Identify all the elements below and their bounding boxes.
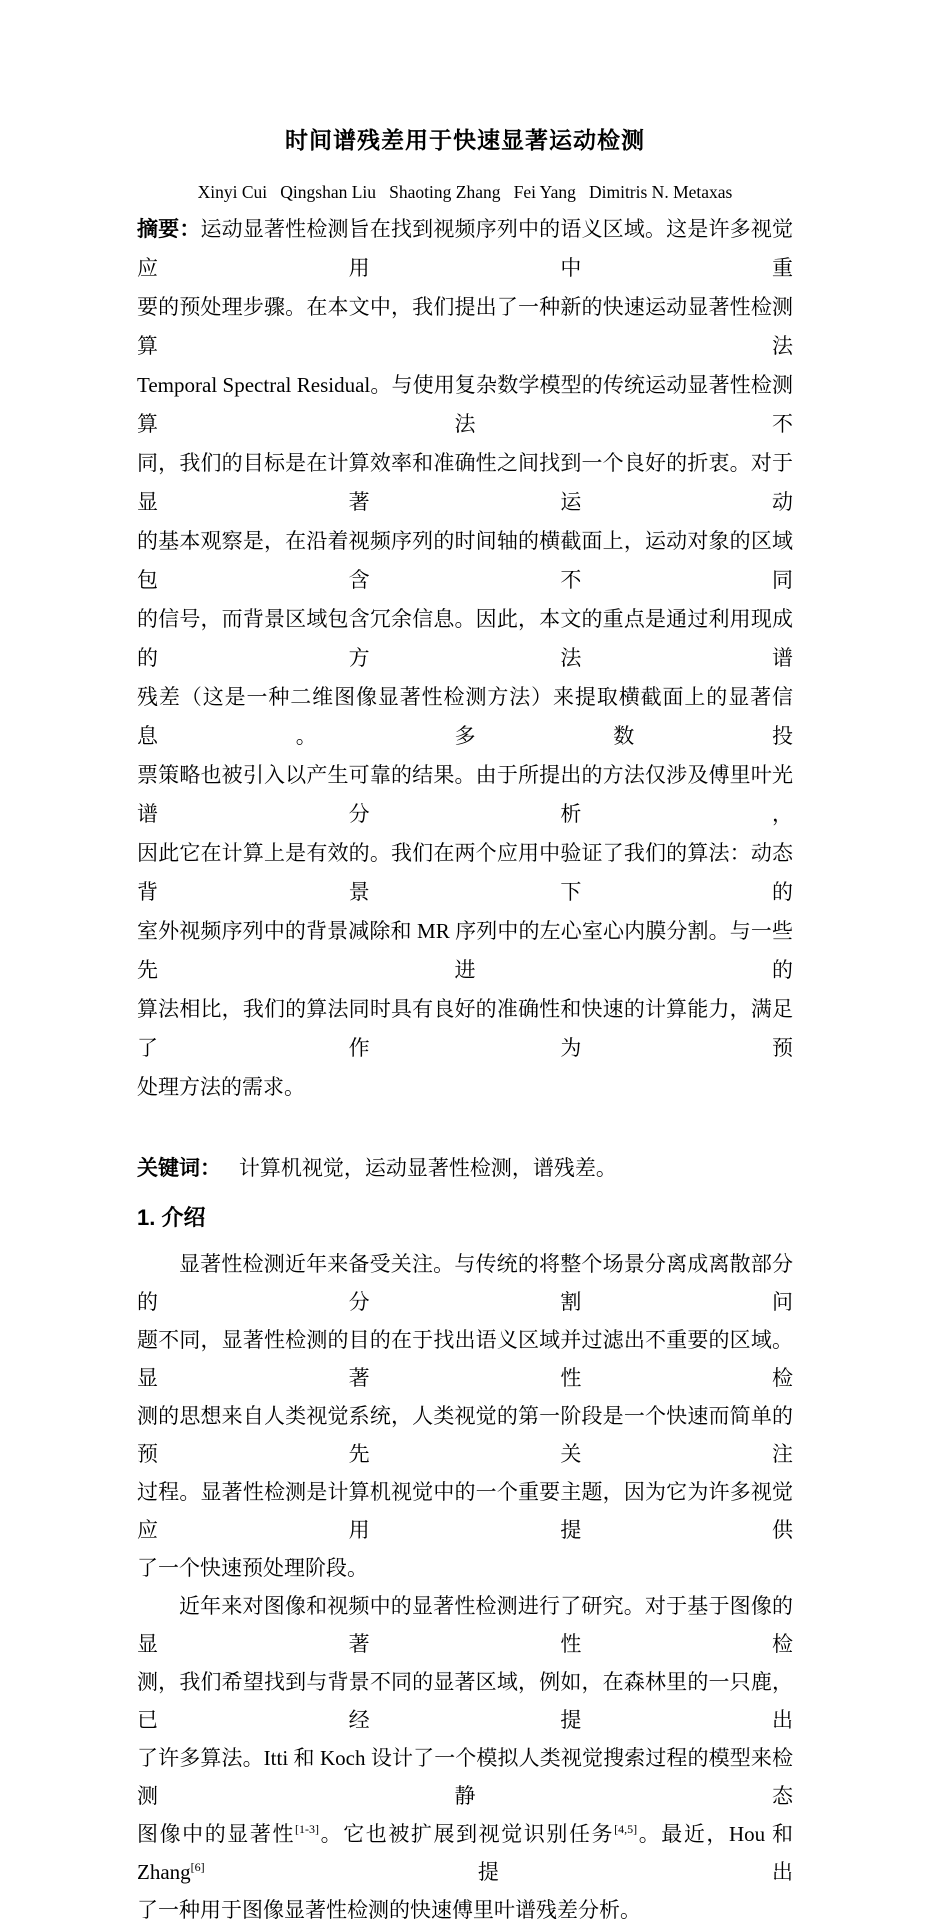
citation-marker: [1-3] bbox=[295, 1822, 320, 1836]
text-run: 了一种用于图像显著性检测的快速傅里叶谱残差分析。 bbox=[137, 1898, 641, 1922]
text-run: 近年来对图像和视频中的显著性检测进行了研究。对于基于图像的显著性检 bbox=[137, 1594, 793, 1656]
authors-line: Xinyi Cui Qingshan Liu Shaoting Zhang Fei Yang Dimitris N. Metaxas bbox=[197, 182, 733, 202]
text-line bbox=[137, 834, 793, 912]
text-run: 了一个快速预处理阶段。 bbox=[137, 1556, 368, 1580]
text-line bbox=[137, 444, 793, 522]
text-line bbox=[137, 678, 793, 756]
text-run: 了许多算法。Itti 和 Koch 设计了一个模拟人类视觉搜索过程的模型来检测静态 bbox=[137, 1746, 793, 1808]
text-run: 测，我们希望找到与背景不同的显著区域，例如，在森林里的一只鹿，已经提出 bbox=[137, 1670, 793, 1732]
text-run: 运动显著性检测旨在找到视频序列中的语义区域。这是许多视觉应用中重 bbox=[137, 217, 793, 280]
document-page bbox=[0, 125, 926, 1922]
text-run: 题不同，显著性检测的目的在于找出语义区域并过滤出不重要的区域。显著性检 bbox=[137, 1328, 793, 1390]
text-run: 要的预处理步骤。在本文中，我们提出了一种新的快速运动显著性检测算法 bbox=[137, 295, 793, 358]
intro-paragraph-2 bbox=[137, 1587, 793, 1929]
section-heading: 1. 介绍 bbox=[137, 1205, 206, 1230]
text-line bbox=[137, 366, 793, 444]
text-line bbox=[137, 1587, 793, 1663]
text-line bbox=[137, 1815, 793, 1891]
bold-run: 摘要： bbox=[137, 218, 201, 241]
citation-marker: [4,5] bbox=[614, 1822, 638, 1836]
text-line bbox=[137, 1549, 793, 1587]
text-run: 。它也被扩展到视觉识别任务 bbox=[319, 1822, 615, 1846]
text-run: 的信号，而背景区域包含冗余信息。因此，本文的重点是通过利用现成的方法谱 bbox=[137, 607, 793, 670]
text-line bbox=[137, 1739, 793, 1815]
text-run: 图像中的显著性 bbox=[137, 1822, 296, 1846]
text-line bbox=[137, 756, 793, 834]
text-line bbox=[137, 288, 793, 366]
text-line bbox=[137, 1663, 793, 1739]
text-run: 提出 bbox=[204, 1860, 793, 1884]
abstract-paragraph bbox=[137, 210, 793, 1107]
text-run: 处理方法的需求。 bbox=[137, 1075, 305, 1099]
keywords-text: 计算机视觉，运动显著性检测，谱残差。 bbox=[238, 1156, 617, 1180]
text-run: 室外视频序列中的背景减除和 MR 序列中的左心室心内膜分割。与一些先进的 bbox=[137, 919, 793, 982]
text-line bbox=[137, 210, 793, 288]
text-run: 算法相比，我们的算法同时具有良好的准确性和快速的计算能力，满足了作为预 bbox=[137, 997, 793, 1060]
text-run: 残差（这是一种二维图像显著性检测方法）来提取横截面上的显著信息。多数投 bbox=[137, 685, 793, 748]
text-line bbox=[137, 1397, 793, 1473]
intro-paragraph-1 bbox=[137, 1245, 793, 1587]
paper-title: 时间谱残差用于快速显著运动检测 bbox=[285, 127, 645, 153]
text-line bbox=[137, 1891, 793, 1929]
text-run: 测的思想来自人类视觉系统，人类视觉的第一阶段是一个快速而简单的预先关注 bbox=[137, 1404, 793, 1466]
text-run: 过程。显著性检测是计算机视觉中的一个重要主题，因为它为许多视觉应用提供 bbox=[137, 1480, 793, 1542]
text-run: 因此它在计算上是有效的。我们在两个应用中验证了我们的算法：动态背景下的 bbox=[137, 841, 793, 904]
text-line bbox=[137, 1245, 793, 1321]
text-run: 显著性检测近年来备受关注。与传统的将整个场景分离成离散部分的分割问 bbox=[137, 1252, 793, 1314]
text-line bbox=[137, 600, 793, 678]
text-line bbox=[137, 522, 793, 600]
text-run: 同，我们的目标是在计算效率和准确性之间找到一个良好的折衷。对于显著运动 bbox=[137, 451, 793, 514]
keywords-line bbox=[137, 1149, 793, 1188]
text-line bbox=[137, 1473, 793, 1549]
keywords-label: 关键词： bbox=[137, 1157, 221, 1180]
text-line bbox=[137, 990, 793, 1068]
text-run: 的基本观察是，在沿着视频序列的时间轴的横截面上，运动对象的区域包含不同 bbox=[137, 529, 793, 592]
citation-marker: [6] bbox=[190, 1860, 205, 1874]
text-run: 。最近，Hou 和 Zhang bbox=[137, 1822, 794, 1884]
text-line bbox=[137, 912, 793, 990]
text-line bbox=[137, 1321, 793, 1397]
text-run: Temporal Spectral Residual。与使用复杂数学模型的传统运动显著性检测算法不 bbox=[137, 373, 793, 436]
text-line bbox=[137, 1068, 793, 1107]
text-run: 票策略也被引入以产生可靠的结果。由于所提出的方法仅涉及傅里叶光谱分析， bbox=[137, 763, 793, 826]
